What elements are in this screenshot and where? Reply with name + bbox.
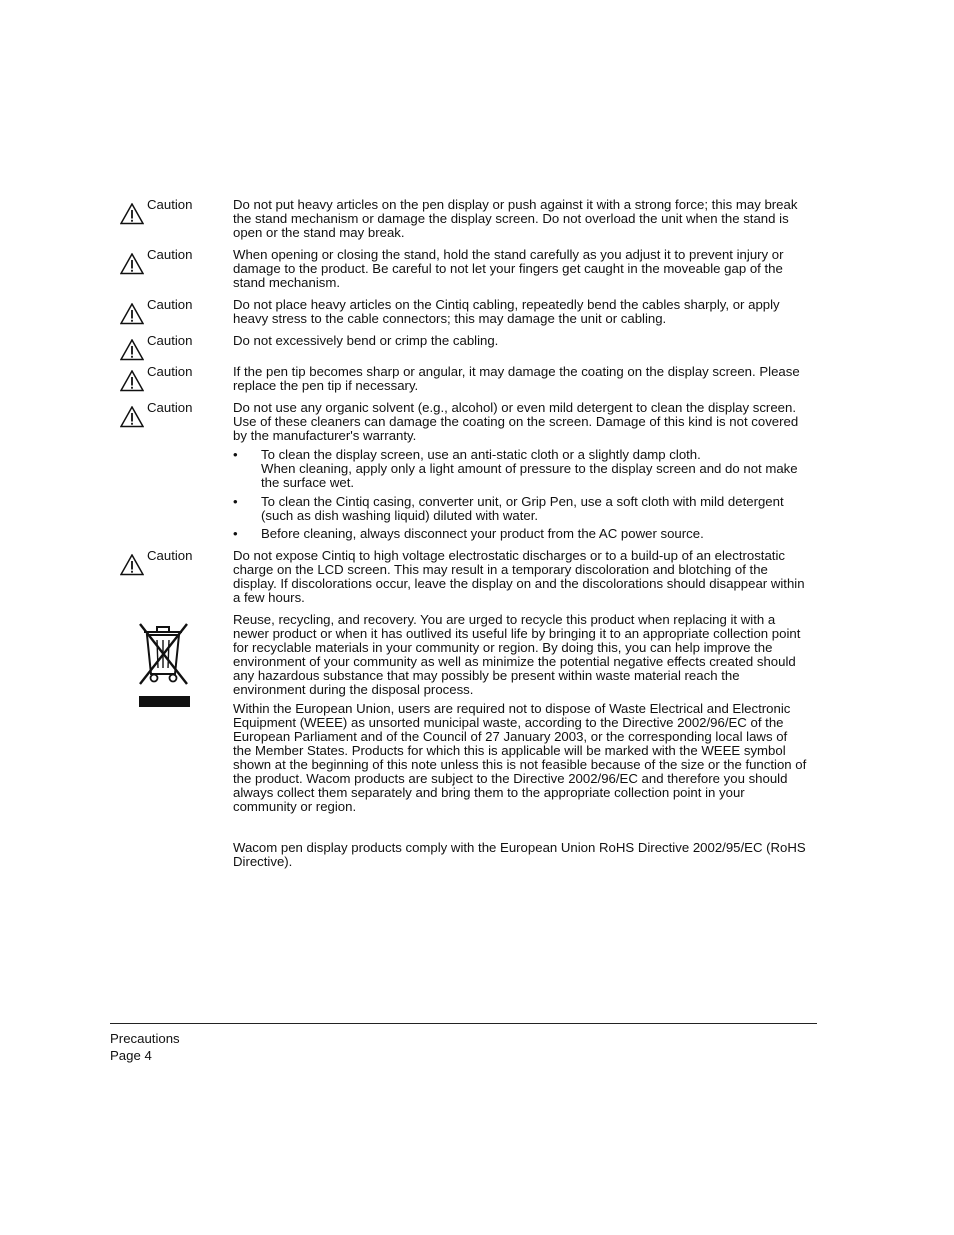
warning-triangle-icon [120, 370, 144, 392]
caution-text: When opening or closing the stand, hold the stand carefully as you adjust it to prevent injury or damage to the product. Be careful to not let your fingers get caught in the moveable gap of the stand mechanism. [233, 247, 784, 290]
warning-triangle-icon [120, 339, 144, 361]
footer-divider [110, 1023, 817, 1024]
bullet-symbol: • [233, 494, 238, 509]
weee-crossed-bin-icon [135, 618, 195, 710]
caution-text: Do not expose Cintiq to high voltage electrostatic discharges or to a build-up of an electrostatic charge on the LCD screen. This may result in a temporary discoloration and blotching of the display. If discolorations occur, leave the display on and the discolorations should disappear within a few hours. [233, 548, 805, 605]
caution-word: Caution [147, 400, 193, 415]
caution-text: Do not put heavy articles on the pen display or push against it with a strong force; this may break the stand mechanism or damage the display screen. Do not overload the unit when the stand is open or the stand may break. [233, 197, 798, 240]
caution-word: Caution [147, 548, 193, 563]
caution-word: Caution [147, 333, 193, 348]
warning-triangle-icon [120, 303, 144, 325]
bullet-text: To clean the Cintiq casing, converter unit, or Grip Pen, use a soft cloth with mild detergent (such as dish washing liquid) diluted with water. [261, 494, 784, 523]
bullet-text-continued: When cleaning, apply only a light amount of pressure to the display screen and do not make the surface wet. [261, 461, 798, 490]
footer-page-number: Page 4 [110, 1048, 152, 1063]
weee-paragraph-recycling: Reuse, recycling, and recovery. You are urged to recycle this product when replacing it with a newer product or when it has outlived its useful life by bringing it to an appropriate collection point for recyclable materials in your community or region. By doing this, you can help improve the environment of your community as well as minimize the potential negative effects created should any hazardous substance that may possibly be present within waste material reach the environment during the disposal process. [233, 612, 801, 697]
bullet-symbol: • [233, 526, 238, 541]
footer-section-title: Precautions [110, 1031, 180, 1046]
warning-triangle-icon [120, 253, 144, 275]
rohs-paragraph: Wacom pen display products comply with the European Union RoHS Directive 2002/95/EC (RoHS Directive). [233, 840, 806, 869]
caution-word: Caution [147, 197, 193, 212]
caution-text: If the pen tip becomes sharp or angular, it may damage the coating on the display screen. Please replace the pen tip if necessary. [233, 364, 800, 393]
bullet-text: To clean the display screen, use an anti-static cloth or a slightly damp cloth. [261, 447, 701, 462]
caution-text: Do not use any organic solvent (e.g., alcohol) or even mild detergent to clean the display screen. Use of these cleaners can damage the coating on the screen. Damage of this kind is not covered by the manufacturer's warranty. [233, 400, 799, 443]
caution-text: Do not place heavy articles on the Cintiq cabling, repeatedly bend the cables sharply, or apply heavy stress to the cable connectors; this may damage the unit or cabling. [233, 297, 780, 326]
warning-triangle-icon [120, 406, 144, 428]
bullet-text: Before cleaning, always disconnect your product from the AC power source. [261, 526, 704, 541]
caution-word: Caution [147, 247, 193, 262]
warning-triangle-icon [120, 554, 144, 576]
bullet-symbol: • [233, 447, 238, 462]
caution-word: Caution [147, 364, 193, 379]
warning-triangle-icon [120, 203, 144, 225]
caution-text: Do not excessively bend or crimp the cabling. [233, 333, 499, 348]
weee-paragraph-eu: Within the European Union, users are required not to dispose of Waste Electrical and Electronic Equipment (WEEE) as unsorted municipal waste, according to the Directive 2002/96/EC of the European Parliament and of the Council of 27 January 2003, or the corresponding local laws of the Member States. Products for which this is applicable will be marked with the WEEE symbol shown at the beginning of this note unless this is not feasible because of the size or the function of the product. Wacom products are subject to the Directive 2002/96/EC and therefore you should always collect them separately and bring them to the appropriate collection point in your community or region. [233, 701, 807, 814]
caution-word: Caution [147, 297, 193, 312]
